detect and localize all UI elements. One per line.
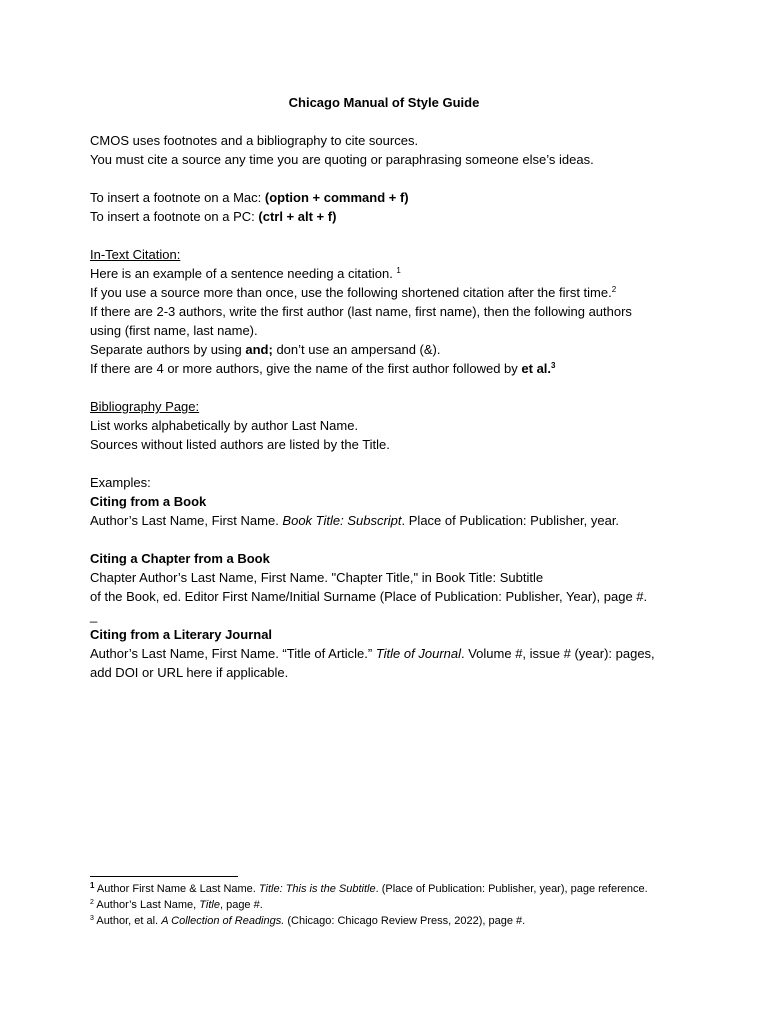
footnote-3-number: 3: [90, 915, 94, 922]
in-text-citation-heading: In-Text Citation:: [90, 247, 181, 262]
bibliography-heading: Bibliography Page:: [90, 399, 200, 414]
book-example-heading: Citing from a Book: [90, 494, 207, 509]
footnote-ref-1[interactable]: 1: [396, 266, 401, 275]
citation-example-text: Here is an example of a sentence needing a citation.: [90, 266, 397, 281]
journal-citation-title: Title of Journal: [375, 646, 461, 661]
separate-authors-line: [90, 340, 690, 359]
bibliography-line-1: List works alphabetically by author Last Name.: [90, 418, 359, 433]
chapter-citation-line-2: of the Book, ed. Editor First Name/Initial Surname (Place of Publication: Publisher, Year), page #.: [90, 589, 648, 604]
footnote-3-title: A Collection of Readings.: [161, 915, 285, 927]
multiple-authors-text: If there are 2-3 authors, write the first author (last name, first name), then the following authors using (first name, last name).: [90, 304, 632, 338]
footnote-1-number: 1: [90, 881, 95, 890]
shortened-citation-line: [90, 283, 690, 302]
footnotes-section: [90, 876, 690, 929]
chapter-citation-line-1: Chapter Author’s Last Name, First Name. "Chapter Title," in Book Title: Subtitle: [90, 570, 544, 585]
chapter-example-heading: Citing a Chapter from a Book: [90, 551, 270, 566]
mac-shortcut-label: To insert a footnote on a Mac:: [90, 190, 265, 205]
separate-authors-keyword: and;: [245, 342, 273, 357]
pc-shortcut-line: [90, 207, 690, 226]
footnote-2-author: Author’s Last Name,: [93, 899, 200, 911]
separate-authors-suffix: don’t use an ampersand (&).: [272, 342, 441, 357]
page-title: Chicago Manual of Style Guide: [288, 95, 480, 110]
book-citation-title: Book Title: Subscript: [282, 513, 402, 528]
mac-shortcut-line: [90, 188, 690, 207]
separate-authors-text: Separate authors by using: [90, 342, 246, 357]
footnote-1-author: Author First Name & Last Name.: [94, 883, 259, 895]
citation-example-line: [90, 264, 690, 283]
footnote-2-details: , page #.: [219, 899, 263, 911]
mac-shortcut-keys: (option + command + f): [264, 190, 409, 205]
footnote-3-author: Author, et al.: [93, 915, 162, 927]
footnote-3: [90, 913, 690, 929]
intro-line-2: You must cite a source any time you are quoting or paraphrasing someone else’s ideas.: [90, 152, 594, 167]
journal-example-heading: Citing from a Literary Journal: [90, 627, 273, 642]
footnote-2-title: Title: [199, 899, 220, 911]
four-authors-line: [90, 359, 690, 378]
footnote-1: [90, 881, 690, 897]
document-body: [90, 131, 690, 682]
examples-label: Examples:: [90, 475, 151, 490]
journal-example-citation: [90, 644, 655, 682]
footnote-ref-3[interactable]: 3: [551, 361, 556, 370]
intro-line-1: CMOS uses footnotes and a bibliography to cite sources.: [90, 133, 419, 148]
et-al-keyword: et al.: [521, 361, 552, 376]
journal-citation-author: Author’s Last Name, First Name. “Title of Article.”: [90, 646, 376, 661]
book-citation-publisher: . Place of Publication: Publisher, year.: [401, 513, 620, 528]
footnote-2-number: 2: [90, 899, 94, 906]
footnote-1-details: . (Place of Publication: Publisher, year), page reference.: [375, 883, 648, 895]
pc-shortcut-label: To insert a footnote on a PC:: [90, 209, 259, 224]
shortened-citation-text: If you use a source more than once, use the following shortened citation after the first time.: [90, 285, 612, 300]
footnote-separator-rule: [90, 876, 238, 877]
pc-shortcut-keys: (ctrl + alt + f): [258, 209, 337, 224]
bibliography-line-2: Sources without listed authors are listed by the Title.: [90, 437, 390, 452]
book-citation-author: Author’s Last Name, First Name.: [90, 513, 283, 528]
footnote-2: [90, 897, 690, 913]
journal-citation-details: . Volume #, issue # (year): pages, add DOI or URL here if applicable.: [90, 646, 655, 680]
footnote-ref-2[interactable]: 2: [611, 285, 617, 294]
footnote-1-title: Title: This is the Subtitle: [258, 883, 376, 895]
book-example-citation: [90, 511, 690, 530]
separator-mark: _: [90, 608, 98, 623]
four-authors-text: If there are 4 or more authors, give the name of the first author followed by: [90, 361, 522, 376]
footnote-3-details: (Chicago: Chicago Review Press, 2022), page #.: [284, 915, 526, 927]
